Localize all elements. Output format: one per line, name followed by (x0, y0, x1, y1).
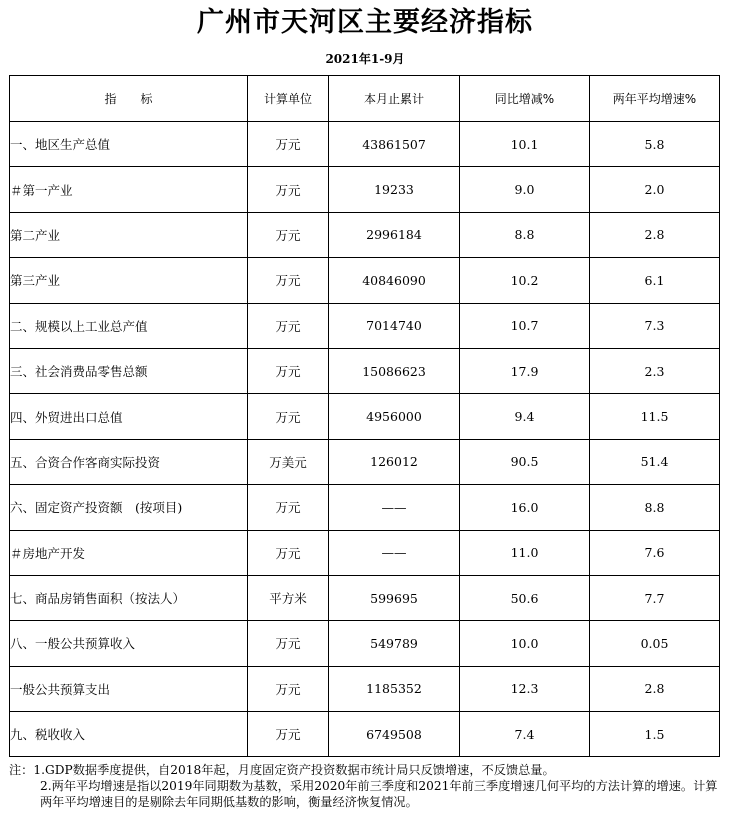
table-row (10, 530, 720, 575)
indicator-name: 五、合资合作客商实际投资 (10, 439, 248, 484)
cumulative-cell: 43861507 (329, 122, 460, 167)
two-year-avg-cell: 2.8 (590, 212, 720, 257)
yoy-cell: 12.3 (460, 666, 590, 711)
yoy-cell: 10.2 (460, 258, 590, 303)
table-row (10, 122, 720, 167)
table-row (10, 712, 720, 757)
page-title: 广州市天河区主要经济指标 (197, 7, 533, 38)
indicator-name: 第三产业 (10, 258, 248, 303)
header-yoy: 同比增减% (460, 76, 590, 122)
indicator-name: 三、社会消费品零售总额 (10, 348, 248, 393)
yoy-cell: 10.7 (460, 303, 590, 348)
yoy-cell: 50.6 (460, 575, 590, 620)
cumulative-cell: 549789 (329, 621, 460, 666)
unit-cell: 万元 (248, 530, 329, 575)
cumulative-cell: 599695 (329, 575, 460, 620)
two-year-avg-cell: 7.3 (590, 303, 720, 348)
report-period: 2021年1-9月 (325, 52, 405, 66)
yoy-cell: 17.9 (460, 348, 590, 393)
table-header-row (10, 76, 720, 122)
yoy-cell: 90.5 (460, 439, 590, 484)
indicator-name: ＃房地产开发 (10, 530, 248, 575)
indicator-name: 六、固定资产投资额 (按项目) (10, 485, 248, 530)
table-row (10, 394, 720, 439)
table-row (10, 575, 720, 620)
header-cumulative: 本月止累计 (329, 76, 460, 122)
yoy-cell: 10.0 (460, 621, 590, 666)
table-row (10, 666, 720, 711)
unit-cell: 万元 (248, 621, 329, 666)
indicator-name: 一、地区生产总值 (10, 122, 248, 167)
unit-cell: 万元 (248, 348, 329, 393)
indicator-name: 二、规模以上工业总产值 (10, 303, 248, 348)
indicator-name: 第二产业 (10, 212, 248, 257)
unit-cell: 万元 (248, 122, 329, 167)
indicator-name: 九、税收收入 (10, 712, 248, 757)
cumulative-cell: 126012 (329, 439, 460, 484)
indicators-table (9, 75, 720, 757)
unit-cell: 平方米 (248, 575, 329, 620)
yoy-cell: 10.1 (460, 122, 590, 167)
table-row (10, 348, 720, 393)
indicator-name: 一般公共预算支出 (10, 666, 248, 711)
two-year-avg-cell: 0.05 (590, 621, 720, 666)
cumulative-cell: 4956000 (329, 394, 460, 439)
cumulative-cell: 6749508 (329, 712, 460, 757)
header-indicator: 指 标 (10, 76, 248, 122)
two-year-avg-cell: 2.0 (590, 167, 720, 212)
unit-cell: 万元 (248, 712, 329, 757)
indicator-name: 四、外贸进出口总值 (10, 394, 248, 439)
table-row (10, 621, 720, 666)
header-unit: 计算单位 (248, 76, 329, 122)
cumulative-cell: 40846090 (329, 258, 460, 303)
table-row (10, 258, 720, 303)
indicator-name: 八、一般公共预算收入 (10, 621, 248, 666)
yoy-cell: 8.8 (460, 212, 590, 257)
two-year-avg-cell: 6.1 (590, 258, 720, 303)
footnotes (9, 762, 721, 810)
two-year-avg-cell: 2.3 (590, 348, 720, 393)
table-row (10, 303, 720, 348)
unit-cell: 万元 (248, 394, 329, 439)
two-year-avg-cell: 51.4 (590, 439, 720, 484)
unit-cell: 万元 (248, 303, 329, 348)
yoy-cell: 9.0 (460, 167, 590, 212)
cumulative-cell: 7014740 (329, 303, 460, 348)
indicator-name: ＃第一产业 (10, 167, 248, 212)
unit-cell: 万美元 (248, 439, 329, 484)
footnote-2: 2.两年平均增速是指以2019年同期数为基数，采用2020年前三季度和2021年前三季度增速几何平均的方法计算的增速。计算两年平均增速目的是剔除去年同期低基数的影响，衡量经济恢复情况。 (40, 779, 718, 809)
table-row (10, 485, 720, 530)
cumulative-cell: 19233 (329, 167, 460, 212)
two-year-avg-cell: 7.7 (590, 575, 720, 620)
table-row (10, 167, 720, 212)
two-year-avg-cell: 2.8 (590, 666, 720, 711)
unit-cell: 万元 (248, 258, 329, 303)
two-year-avg-cell: 11.5 (590, 394, 720, 439)
cumulative-cell: —— (329, 530, 460, 575)
two-year-avg-cell: 5.8 (590, 122, 720, 167)
header-two-year-avg: 两年平均增速% (590, 76, 720, 122)
two-year-avg-cell: 7.6 (590, 530, 720, 575)
yoy-cell: 16.0 (460, 485, 590, 530)
unit-cell: 万元 (248, 485, 329, 530)
unit-cell: 万元 (248, 212, 329, 257)
table-row (10, 439, 720, 484)
cumulative-cell: 15086623 (329, 348, 460, 393)
unit-cell: 万元 (248, 666, 329, 711)
cumulative-cell: 1185352 (329, 666, 460, 711)
footnote-1: 注：1.GDP数据季度提供，自2018年起，月度固定资产投资数据市统计局只反馈增速，不反馈总量。 (9, 763, 555, 777)
cumulative-cell: 2996184 (329, 212, 460, 257)
cumulative-cell: —— (329, 485, 460, 530)
yoy-cell: 7.4 (460, 712, 590, 757)
two-year-avg-cell: 1.5 (590, 712, 720, 757)
table-row (10, 212, 720, 257)
two-year-avg-cell: 8.8 (590, 485, 720, 530)
yoy-cell: 11.0 (460, 530, 590, 575)
indicator-name: 七、商品房销售面积（按法人） (10, 575, 248, 620)
unit-cell: 万元 (248, 167, 329, 212)
yoy-cell: 9.4 (460, 394, 590, 439)
